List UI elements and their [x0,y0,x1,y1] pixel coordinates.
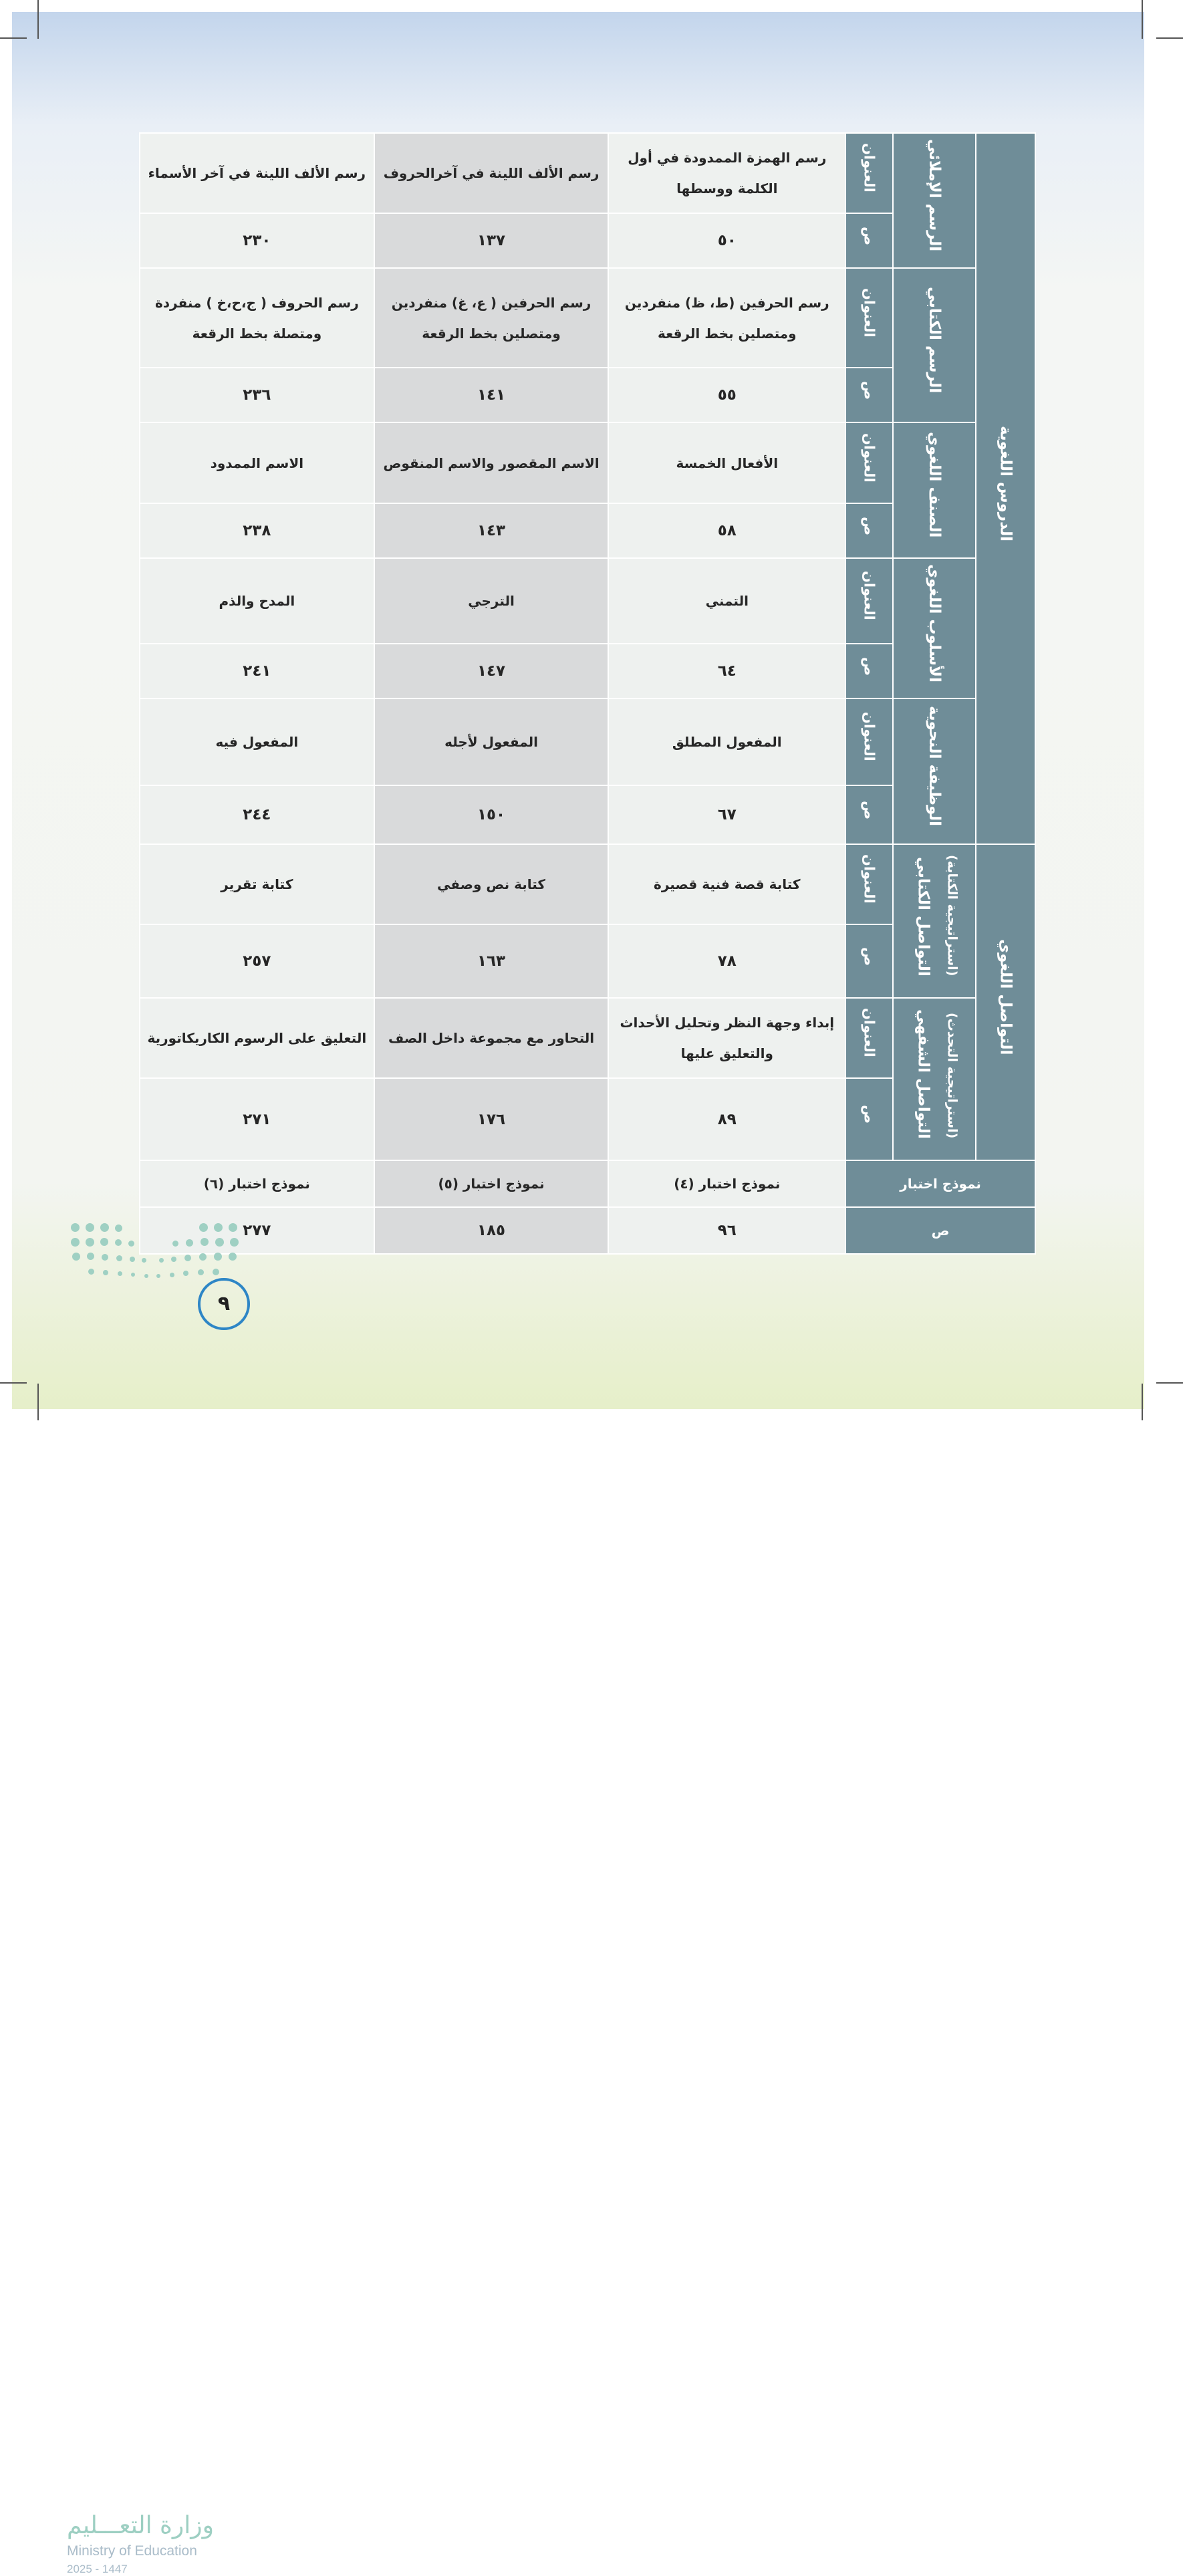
title-label-cell: العنوان [845,698,893,785]
logo-arabic-text: وزارة التعـــليم [67,2512,215,2539]
lesson-title: إبداء وجهة النظر وتحليل الأحداث والتعليق عليها [608,998,845,1078]
title-label-cell: العنوان [845,268,893,368]
group-label: الرسم الكتابي [893,268,976,422]
table-row [140,268,1035,368]
lesson-title: التمني [608,558,845,644]
ministry-logo [65,1223,293,2575]
lesson-title: المفعول فيه [140,698,374,785]
lesson-title: رسم الحرفين ( ع، غ) منفردين ومتصلين بخط الرقعة [374,268,609,368]
lesson-title: كتابة نص وصفي [374,844,609,924]
page-number-cell: ٥٥ [608,368,845,422]
lesson-title: الترجي [374,558,609,644]
title-label-cell: العنوان [845,998,893,1078]
crop-mark [37,0,39,39]
title-label-cell: العنوان [845,133,893,213]
lesson-title: رسم الألف اللينة في آخر الأسماء [140,133,374,213]
test-label: نموذج اختبار [845,1160,1035,1207]
page-label-cell: ص [845,213,893,268]
group-label [893,844,976,998]
group-label-sub: (استراتيجية التحدث) [944,1013,960,1139]
page-number-cell: ١٤٧ [374,644,609,698]
crop-mark [37,1384,39,1420]
test-title: نموذج اختبار (٤) [608,1160,845,1207]
group-label: الأسلوب اللغوي [893,558,976,698]
lesson-title: التحاور مع مجموعة داخل الصف [374,998,609,1078]
table-row [140,698,1035,785]
page-number-cell: ٢٤١ [140,644,374,698]
page-number-cell: ١٤٣ [374,503,609,558]
page-number-cell: ١٤١ [374,368,609,422]
page-number-cell: ٩٦ [608,1207,845,1254]
title-label-cell: العنوان [845,558,893,644]
lesson-title: رسم الحروف ( ج،ح،خ ) منفردة ومتصلة بخط الرقعة [140,268,374,368]
page-number-cell: ٢٣٨ [140,503,374,558]
crop-mark [0,37,27,39]
logo-english-text: Ministry of Education [67,2543,197,2559]
crop-mark [1142,0,1143,39]
table-row [140,422,1035,503]
lesson-title: التعليق على الرسوم الكاريكاتورية [140,998,374,1078]
page-number-cell: ٥٠ [608,213,845,268]
contents-table [139,132,1036,1255]
group-label-main: التواصل الكتابي [914,856,932,977]
page-number-cell: ١٧٦ [374,1078,609,1160]
lesson-title: رسم الهمزة الممدودة في أول الكلمة ووسطها [608,133,845,213]
page-number-cell: ٢٧١ [140,1078,374,1160]
page-number-cell: ٢٣٠ [140,213,374,268]
group-label: الوظيفة النحوية [893,698,976,844]
page-number-cell: ٢٥٧ [140,924,374,998]
table-row [140,133,1035,213]
lesson-title: كتابة قصة فنية قصيرة [608,844,845,924]
table-row [140,998,1035,1078]
lesson-title: كتابة تقرير [140,844,374,924]
table-row [140,558,1035,644]
page-number-cell: ١٦٣ [374,924,609,998]
page-number-cell: ٦٧ [608,785,845,845]
lesson-title: المفعول لأجله [374,698,609,785]
table-row [140,1160,1035,1207]
page-number-cell: ٨٩ [608,1078,845,1160]
group-label [893,998,976,1160]
page-number-cell: ٧٨ [608,924,845,998]
test-title: نموذج اختبار (٥) [374,1160,609,1207]
test-title: نموذج اختبار (٦) [140,1160,374,1207]
page-label-cell: ص [845,644,893,698]
page-number-badge: ٩ [198,1278,250,1330]
group-label-main: التواصل الشفهي [914,1009,932,1139]
page-number-cell: ٥٨ [608,503,845,558]
page-number-cell: ١٨٥ [374,1207,609,1254]
page-label-cell: ص [845,1078,893,1160]
lesson-title: المدح والذم [140,558,374,644]
page-number-cell: ١٣٧ [374,213,609,268]
title-label-cell: العنوان [845,844,893,924]
lesson-title: الاسم الممدود [140,422,374,503]
page-number-cell: ٢٧٧ [140,1207,374,1254]
table-row [140,844,1035,924]
page-number-cell: ١٥٠ [374,785,609,845]
page-number-cell: ٢٤٤ [140,785,374,845]
lesson-title: الأفعال الخمسة [608,422,845,503]
group-label-sub: (استراتيجية الكتابة) [944,855,960,977]
lesson-title: رسم الحرفين (ط، ظ) منفردين ومتصلين بخط الرقعة [608,268,845,368]
page-number-cell: ٢٣٦ [140,368,374,422]
section-label: الدروس اللغوية [976,133,1035,844]
group-label: الصنف اللغوي [893,422,976,558]
crop-mark [1142,1384,1143,1420]
title-label-cell: العنوان [845,422,893,503]
lesson-title: الاسم المقصور والاسم المنقوص [374,422,609,503]
test-page-label: ص [845,1207,1035,1254]
crop-mark [0,1382,27,1384]
page-number-cell: ٦٤ [608,644,845,698]
group-label: الرسم الإملائي [893,133,976,268]
crop-mark [1156,37,1183,39]
lesson-title: المفعول المطلق [608,698,845,785]
page-label-cell: ص [845,785,893,845]
section-label: التواصل اللغوي [976,844,1035,1160]
page-label-cell: ص [845,368,893,422]
page-label-cell: ص [845,924,893,998]
logo-year-text: 2025 - 1447 [67,2563,128,2575]
lesson-title: رسم الألف اللينة في آخرالحروف [374,133,609,213]
crop-mark [1156,1382,1183,1384]
page-label-cell: ص [845,503,893,558]
